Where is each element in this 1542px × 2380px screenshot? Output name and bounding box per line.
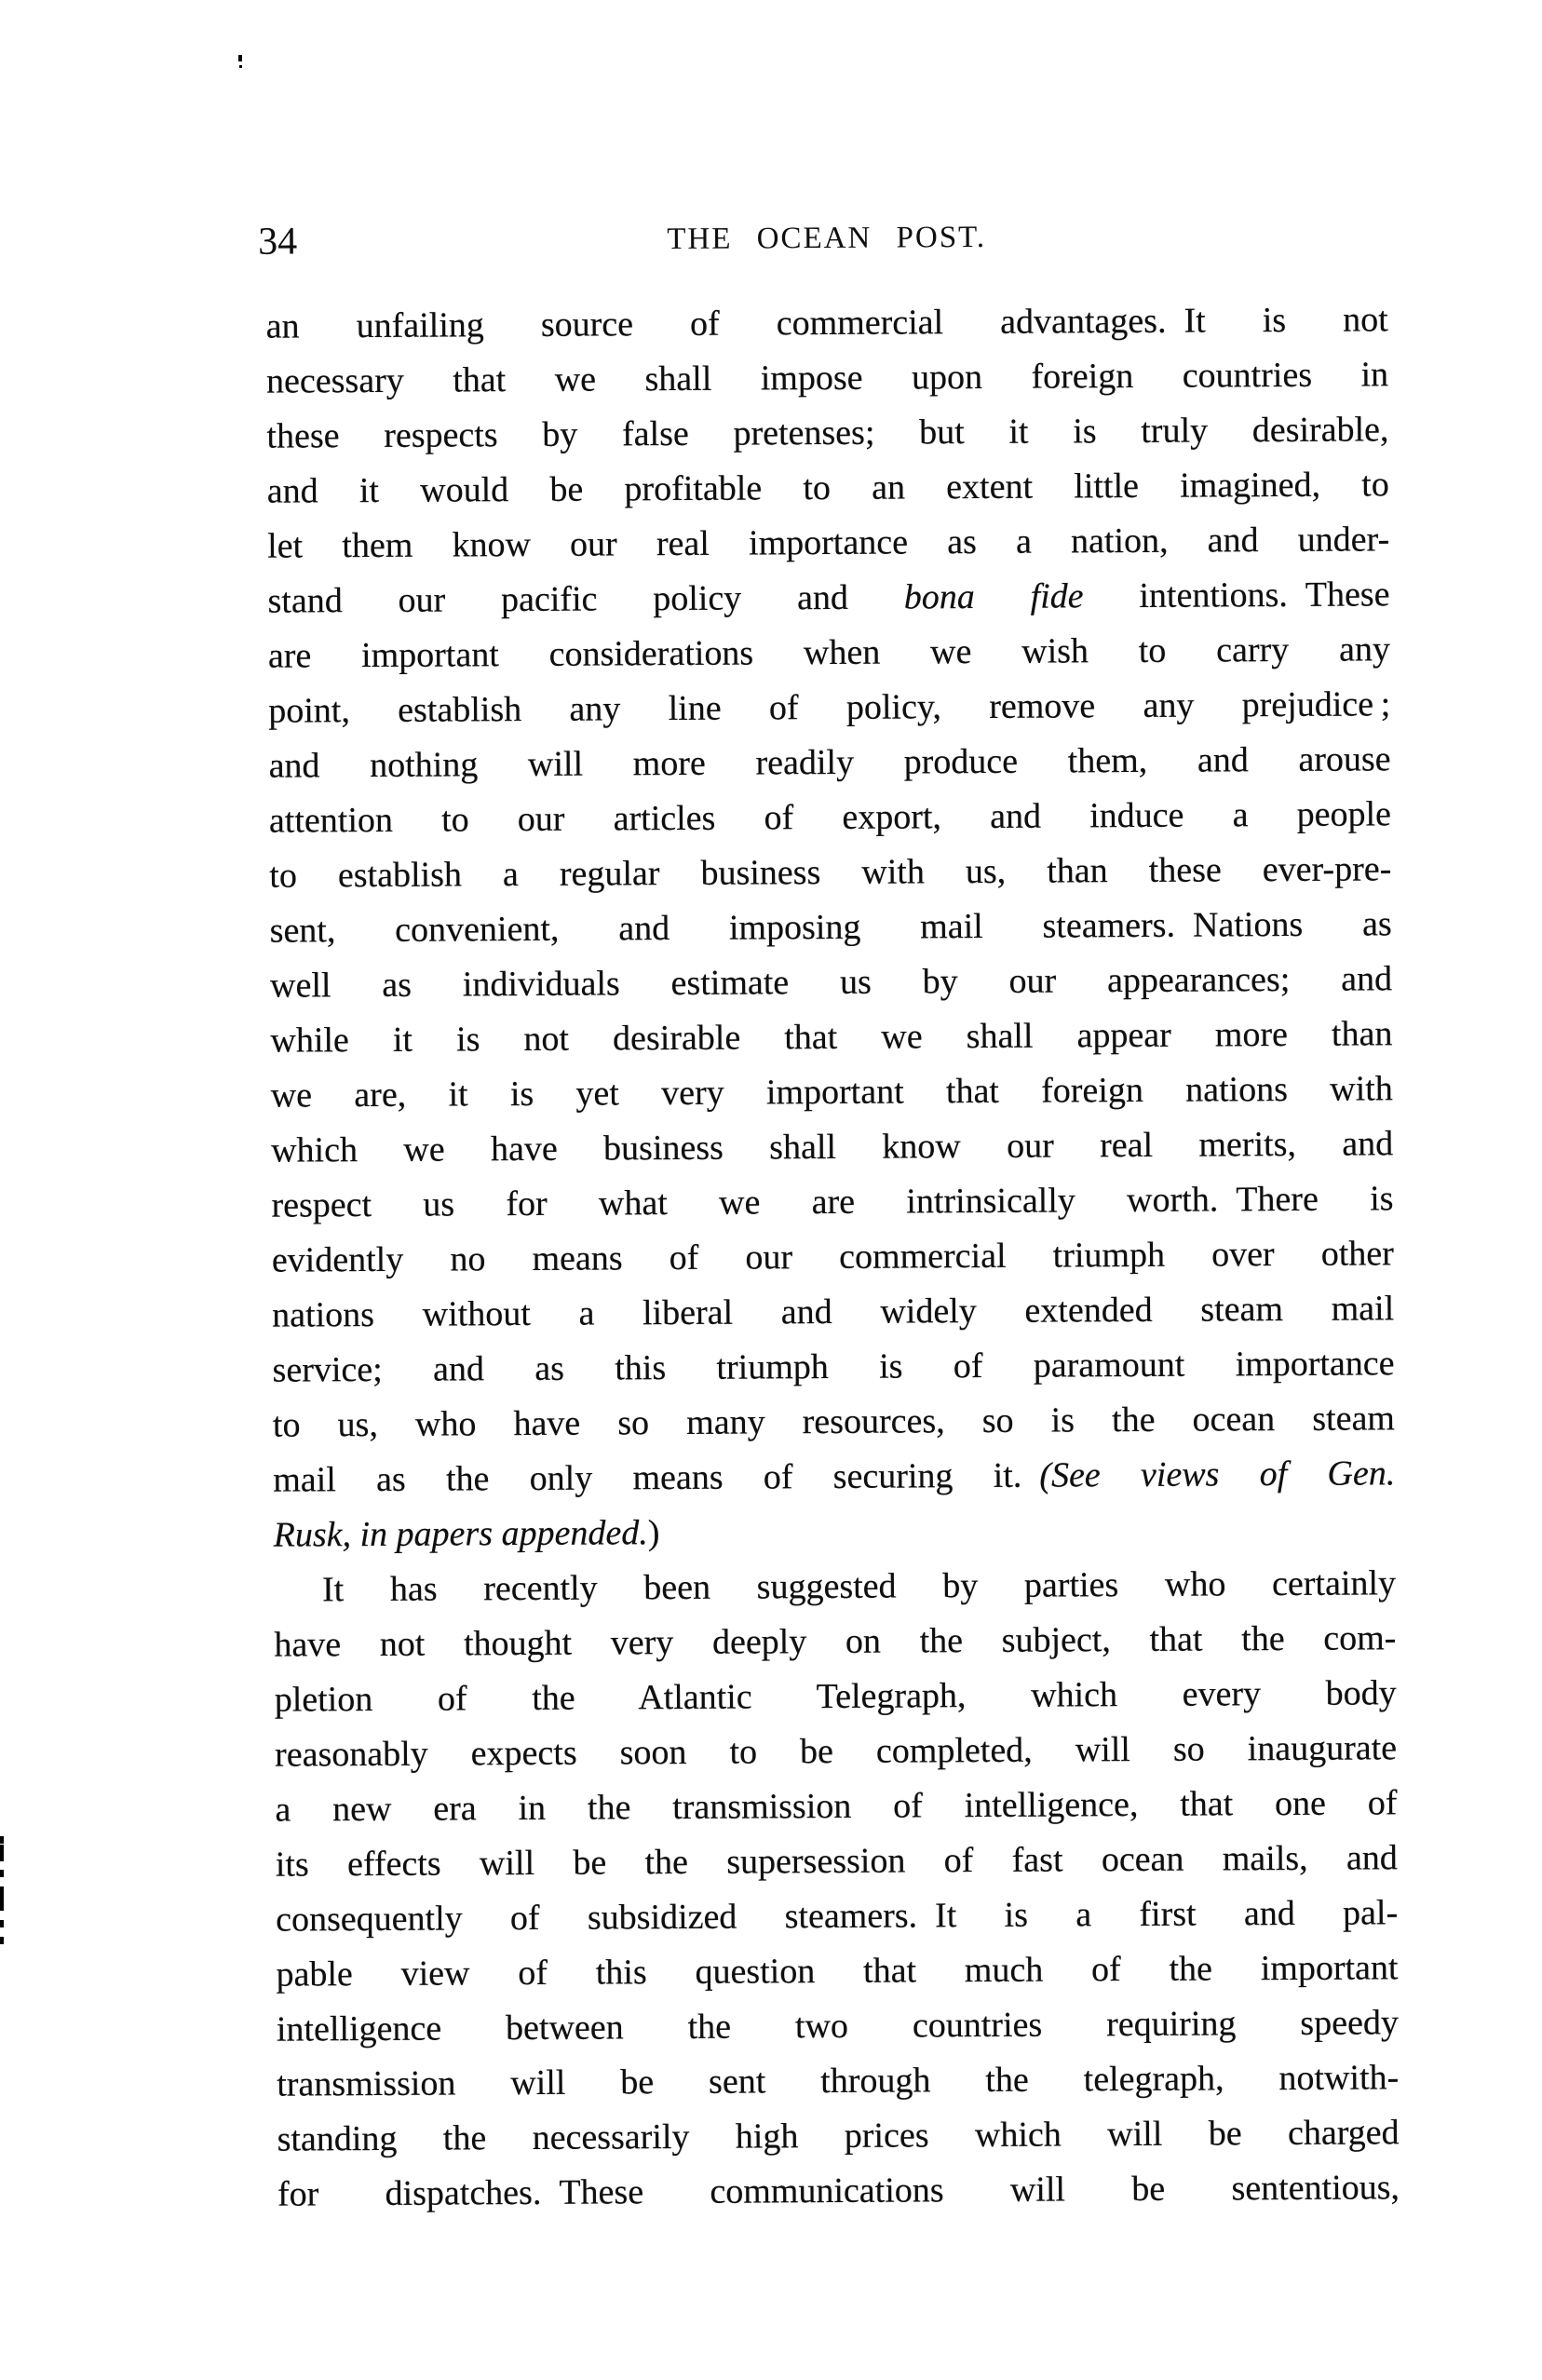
text-line	[272, 1281, 1394, 1343]
body-text	[266, 292, 1400, 2222]
text-line	[272, 1226, 1394, 1288]
text-line	[270, 952, 1392, 1013]
text-segment: It has recently been suggested by parties who certainly	[321, 1563, 1397, 1610]
text-line	[277, 2105, 1399, 2167]
text-segment: for dispatches. These communications will be sententious,	[277, 2168, 1400, 2214]
text-line	[275, 1776, 1397, 1837]
text-segment: let them know our real importance as a nation, and under-	[267, 520, 1390, 566]
text-line	[277, 1995, 1399, 2057]
text-segment: evidently no means of our commercial triumph over other	[271, 1234, 1394, 1280]
text-segment: point, establish any line of policy, remove any prejudice ;	[268, 684, 1391, 731]
text-line	[277, 2050, 1399, 2112]
text-segment: are important considerations when we wish to carry any	[267, 629, 1391, 676]
text-line	[267, 512, 1389, 574]
page-header	[258, 209, 1387, 267]
text-line	[277, 2160, 1400, 2222]
running-title: THE OCEAN POST.	[667, 220, 987, 257]
text-segment: Rusk, in papers appended.	[273, 1513, 648, 1555]
text-segment: intentions. These	[1083, 575, 1390, 616]
text-line	[272, 1336, 1394, 1398]
text-segment: while it is not desirable that we shall appear more than	[270, 1014, 1393, 1061]
text-line	[270, 897, 1392, 958]
text-line	[268, 732, 1390, 793]
text-line	[266, 292, 1388, 354]
text-line	[271, 1171, 1393, 1233]
text-segment: nations without a liberal and widely extended steam mail	[272, 1289, 1395, 1335]
page-number: 34	[258, 220, 298, 264]
text-line	[274, 1556, 1396, 1617]
text-line	[266, 347, 1388, 409]
text-segment: mail as the only means of securing it.	[273, 1455, 1040, 1500]
text-line	[269, 787, 1391, 848]
text-line	[276, 1831, 1398, 1892]
text-line	[274, 1611, 1396, 1672]
text-segment: necessary that we shall impose upon foreign countries in	[265, 355, 1389, 401]
text-line	[273, 1446, 1395, 1508]
text-line	[271, 1062, 1393, 1123]
text-line	[275, 1666, 1397, 1727]
text-segment: its effects will be the supersession of fast ocean mails, and	[275, 1838, 1398, 1885]
text-segment: reasonably expects soon to be completed, will so inaugurate	[274, 1728, 1398, 1775]
text-line	[268, 622, 1390, 683]
text-line	[271, 1116, 1393, 1178]
text-line	[267, 457, 1389, 519]
text-segment: and it would be profitable to an extent little imagined, to	[266, 465, 1389, 511]
text-line	[267, 567, 1389, 629]
text-segment: respect us for what we are intrinsically worth. There is	[271, 1179, 1394, 1225]
text-line	[276, 1886, 1398, 1947]
text-segment: pletion of the Atlantic Telegraph, which every body	[274, 1673, 1397, 1720]
text-line	[269, 842, 1391, 903]
page-content	[258, 209, 1400, 2222]
text-segment: and nothing will more readily produce them, and arouse	[268, 739, 1391, 786]
text-line	[276, 1941, 1398, 2002]
text-segment: we are, it is yet very important that foreign nations with	[270, 1069, 1393, 1116]
text-segment: which we have business shall know our real merits, and	[271, 1124, 1394, 1170]
text-segment: a new era in the transmission of intelligence, that one of	[275, 1783, 1398, 1830]
text-line	[273, 1391, 1395, 1453]
text-segment: intelligence between the two countries requiring speedy	[276, 2003, 1400, 2049]
text-segment: stand our pacific policy and	[267, 577, 904, 621]
text-line	[273, 1501, 1395, 1562]
text-segment: have not thought very deeply on the subject, that the com-	[274, 1618, 1397, 1665]
text-segment: well as individuals estimate us by our appearances; and	[269, 959, 1393, 1006]
text-segment: bona fide	[903, 576, 1084, 617]
text-segment: standing the necessarily high prices which will be charged	[277, 2113, 1400, 2159]
text-segment: to us, who have so many resources, so is the ocean steam	[272, 1399, 1396, 1445]
text-line	[270, 1007, 1392, 1068]
text-line	[275, 1721, 1397, 1782]
text-line	[268, 677, 1390, 738]
text-segment: )	[647, 1513, 660, 1553]
scan-artifact-edge-bar	[0, 1845, 4, 1861]
scan-artifact-edge-bar	[0, 1892, 4, 1907]
text-segment: an unfailing source of commercial advantages. It is not	[265, 300, 1388, 346]
text-segment: consequently of subsidized steamers. It is a first and pal-	[276, 1893, 1399, 1940]
text-segment: (See views of Gen.	[1039, 1454, 1396, 1495]
text-line	[266, 402, 1388, 464]
text-segment: to establish a regular business with us, than these ever-pre-	[269, 849, 1392, 896]
scan-artifact-speck	[239, 65, 242, 68]
text-segment: transmission will be sent through the telegraph, notwith-	[277, 2058, 1400, 2104]
text-segment: service; and as this triumph is of paramount importance	[272, 1344, 1395, 1390]
text-segment: attention to our articles of export, and induce a people	[268, 794, 1392, 841]
text-segment: these respects by false pretenses; but it is truly desirable,	[266, 410, 1389, 456]
text-segment: sent, convenient, and imposing mail steamers. Nations as	[269, 904, 1392, 951]
scan-artifact-speck	[238, 55, 242, 61]
text-segment: pable view of this question that much of the important	[276, 1948, 1399, 1995]
